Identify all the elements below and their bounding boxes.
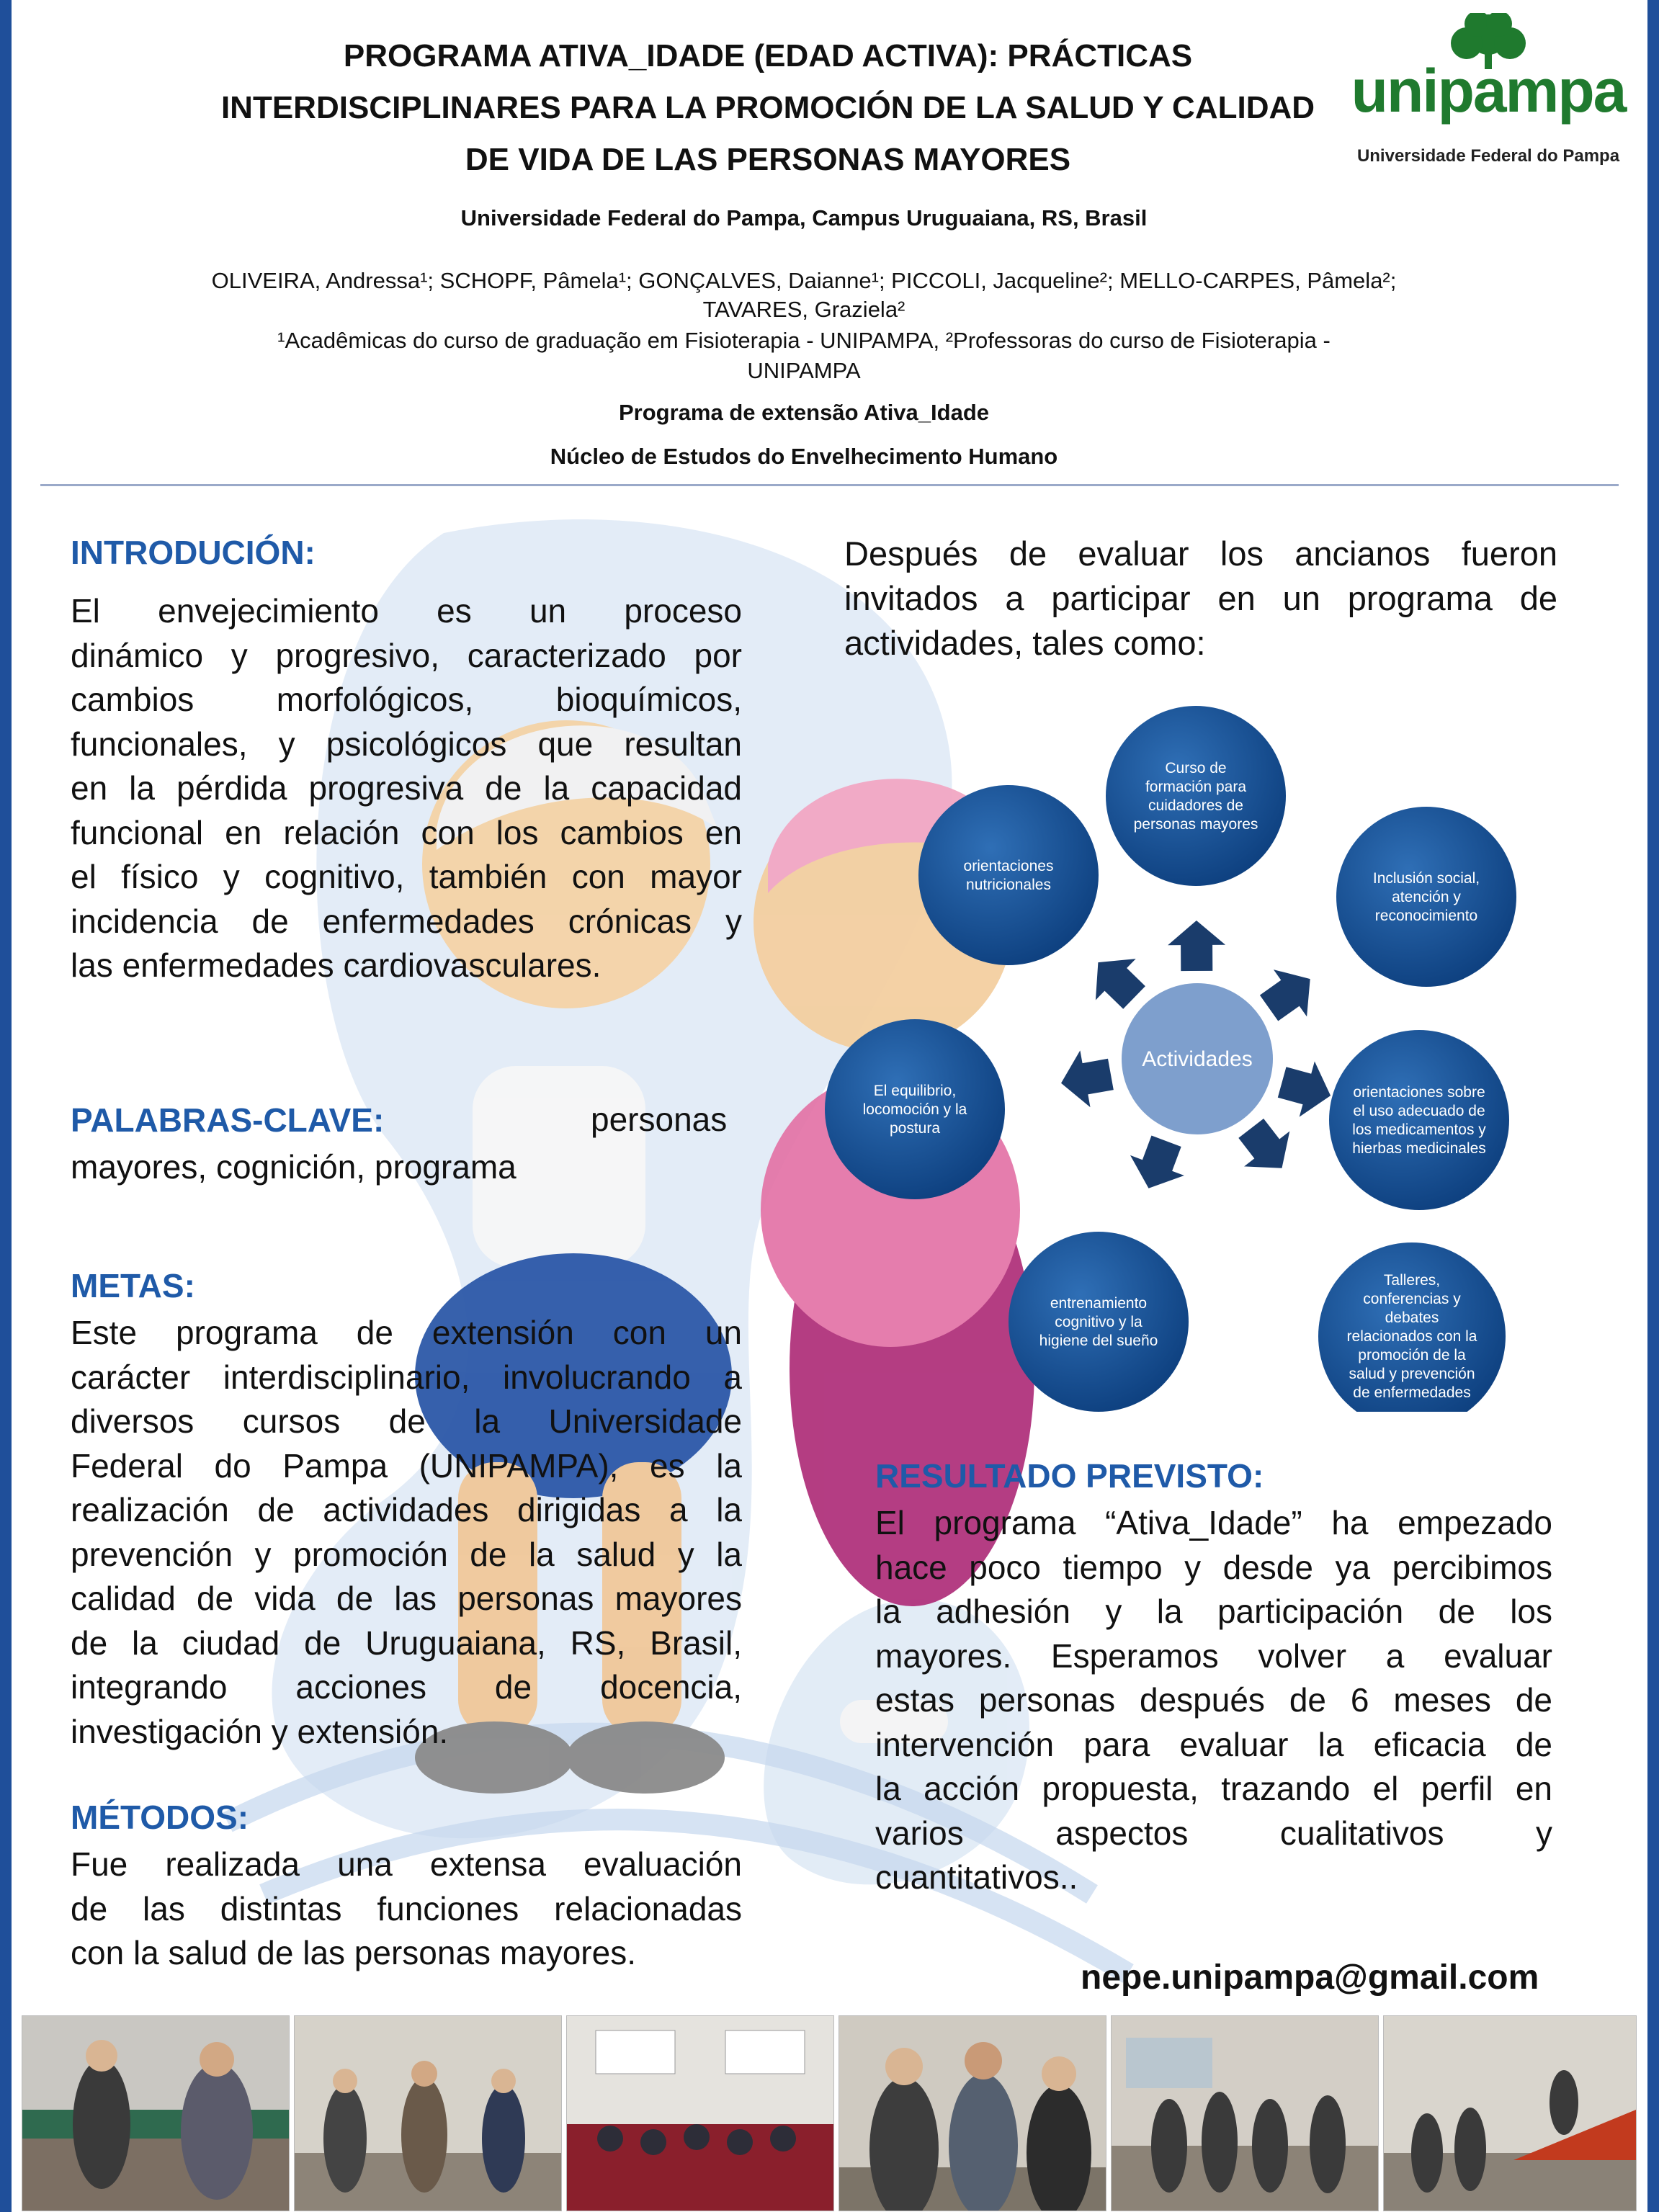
- diagram-label-line: reconocimiento: [1374, 908, 1478, 924]
- results-line: cuantitativos..: [875, 1858, 1078, 1896]
- goals-line: investigación y extensión.: [71, 1712, 449, 1750]
- title-line-3: DE VIDA DE LAS PERSONAS MAYORES: [465, 142, 1071, 177]
- diagram-label-line: Inclusión social,: [1372, 870, 1480, 887]
- diagram-label-line: locomoción y la: [862, 1101, 967, 1118]
- diagram-label-line: hierbas medicinales: [1352, 1140, 1486, 1157]
- diagram-arrow: [1130, 1136, 1184, 1188]
- goals-text: [71, 1311, 742, 1754]
- diagram-center-label: Actividades: [1142, 1047, 1253, 1071]
- diagram-label-line: promoción de la: [1358, 1347, 1466, 1364]
- results-line: la acción propuesta, trazando el perfil en: [875, 1770, 1552, 1807]
- diagram-label-line: El equilibrio,: [873, 1083, 957, 1099]
- diagram-activity-node: [1329, 1030, 1509, 1210]
- diagram-label-line: nutricionales: [966, 877, 1051, 893]
- intro-line: funcional en relación con los cambios en: [71, 813, 742, 851]
- poster-header: [12, 0, 1647, 490]
- diagram-label-line: orientaciones: [963, 858, 1054, 874]
- diagram-label-line: los medicamentos y: [1352, 1121, 1486, 1138]
- diagram-label-line: cognitivo y la: [1055, 1314, 1142, 1330]
- affiliation-line-1: ¹Acadêmicas do curso de graduação em Fisioterapia - UNIPAMPA, ²Professoras do curso de Fisioterapia -: [277, 328, 1331, 353]
- logo-subtitle: Universidade Federal do Pampa: [1356, 146, 1620, 166]
- photo-1: [22, 2015, 290, 2211]
- unipampa-logo: [1344, 13, 1632, 171]
- photo-2: [294, 2015, 562, 2211]
- intro-line: dinámico y progresivo, caracterizado por: [71, 636, 742, 674]
- photo-image: [295, 2016, 561, 2211]
- intro-line: El envejecimiento es un proceso: [71, 592, 742, 630]
- diagram-activity-node: [1106, 706, 1286, 886]
- results-line: varios aspectos cualitativos y: [875, 1814, 1552, 1852]
- intro-line: en la pérdida progresiva de la capacidad: [71, 769, 742, 807]
- goals-line: de la ciudad de Uruguaiana, RS, Brasil,: [71, 1624, 742, 1662]
- methods-line: Fue realizada una extensa evaluación: [71, 1845, 742, 1883]
- logo-wordmark: unipampa: [1351, 57, 1626, 125]
- diagram-label-line: conferencias y: [1363, 1291, 1461, 1307]
- photo-image: [1112, 2016, 1378, 2211]
- intro-line: el físico y cognitivo, también con mayor: [71, 858, 742, 895]
- after-eval-line: Después de evaluar los ancianos fueron: [844, 534, 1557, 573]
- right-border-bar: [1647, 0, 1659, 2212]
- institution: Universidade Federal do Pampa, Campus Uruguaiana, RS, Brasil: [460, 205, 1148, 230]
- title-line-2: INTERDISCIPLINARES PARA LA PROMOCIÓN DE LA SALUD Y CALIDAD: [220, 90, 1315, 125]
- photo-5: [1111, 2015, 1379, 2211]
- contact-email[interactable]: nepe.unipampa@gmail.com: [1081, 1958, 1539, 1997]
- results-line: hace poco tiempo y desde ya percibimos: [875, 1548, 1552, 1586]
- photo-image: [22, 2016, 289, 2211]
- diagram-label-line: debates: [1385, 1309, 1439, 1326]
- diagram-arrow: [1096, 959, 1145, 1009]
- intro-line: funcionales, y psicológicos que resultan: [71, 725, 742, 763]
- title-line-1: PROGRAMA ATIVA_IDADE (EDAD ACTIVA): PRÁCTICAS: [343, 38, 1193, 73]
- results-line: intervención para evaluar la eficacia de: [875, 1725, 1552, 1763]
- photo-6: [1383, 2015, 1637, 2211]
- goals-line: integrando acciones de docencia,: [71, 1668, 742, 1706]
- research-nucleus: Núcleo de Estudos do Envelhecimento Humano: [550, 444, 1058, 469]
- diagram-label-line: higiene del sueño: [1039, 1333, 1158, 1349]
- goals-line: Este programa de extensión con un: [71, 1314, 742, 1351]
- results-heading: RESULTADO PREVISTO:: [875, 1457, 1264, 1495]
- diagram-label-line: relacionados con la: [1346, 1328, 1477, 1345]
- methods-line: con la salud de las personas mayores.: [71, 1934, 636, 1971]
- results-line: El programa “Ativa_Idade” ha empezado: [875, 1504, 1552, 1541]
- diagram-label-line: personas mayores: [1133, 816, 1258, 833]
- photo-strip: [12, 2002, 1647, 2212]
- diagram-arrow: [1238, 1119, 1289, 1168]
- after-eval-line: actividades, tales como:: [844, 624, 1206, 662]
- diagram-label-line: Curso de: [1165, 760, 1227, 776]
- diagram-arrow: [1278, 1062, 1331, 1117]
- results-line: estas personas después de 6 meses de: [875, 1681, 1552, 1719]
- diagram-activity-node: [918, 785, 1099, 965]
- authors-line-1: OLIVEIRA, Andressa¹; SCHOPF, Pâmela¹; GONÇALVES, Daianne¹; PICCOLI, Jacqueline²; MELLO-CARPES, Pâmela²;: [211, 268, 1397, 293]
- photo-image: [1384, 2016, 1636, 2211]
- goals-line: diversos cursos de la Universidade: [71, 1402, 742, 1440]
- photo-image: [567, 2016, 833, 2211]
- photo-image: [839, 2016, 1106, 2211]
- authors-line-2: TAVARES, Graziela²: [702, 297, 905, 322]
- results-text: [875, 1501, 1552, 1900]
- goals-line: calidad de vida de las personas mayores: [71, 1580, 742, 1617]
- goals-line: prevención y promoción de la salud y la: [71, 1535, 742, 1573]
- methods-line: de las distintas funciones relacionadas: [71, 1889, 742, 1927]
- affiliation-line-2: UNIPAMPA: [747, 358, 861, 383]
- keywords-text: mayores, cognición, programa: [71, 1148, 517, 1186]
- diagram-arrow: [1061, 1050, 1114, 1107]
- program-name: Programa de extensão Ativa_Idade: [619, 400, 989, 425]
- diagram-label-line: entrenamiento: [1050, 1295, 1148, 1312]
- header-divider: [40, 484, 1619, 486]
- diagram-label-line: Talleres,: [1383, 1272, 1441, 1289]
- goals-line: Federal do Pampa (UNIPAMPA), es la: [71, 1446, 742, 1485]
- poster-title: [156, 30, 1380, 186]
- left-border-bar: [0, 0, 12, 2212]
- after-evaluation-text: [844, 532, 1557, 666]
- introduction-heading: INTRODUCIÓN:: [71, 534, 316, 571]
- diagram-label-line: orientaciones sobre: [1353, 1084, 1485, 1101]
- intro-line: incidencia de enfermedades crónicas y: [71, 902, 742, 940]
- methods-text: [71, 1842, 742, 1976]
- intro-line: las enfermedades cardiovasculares.: [71, 946, 602, 984]
- methods-heading: MÉTODOS:: [71, 1799, 249, 1836]
- diagram-label-line: atención y: [1392, 889, 1461, 905]
- photo-3: [566, 2015, 834, 2211]
- diagram-activity-label: [1039, 1295, 1158, 1349]
- goals-line: realización de actividades dirigidas a la: [71, 1491, 742, 1528]
- keywords-inline: personas: [591, 1101, 728, 1138]
- results-line: la adhesión y la participación de los: [875, 1593, 1552, 1630]
- diagram-label-line: el uso adecuado de: [1353, 1103, 1485, 1119]
- introduction-text: [71, 589, 742, 988]
- results-line: mayores. Esperamos volver a evaluar: [875, 1636, 1552, 1675]
- after-eval-line: invitados a participar en un programa de: [844, 579, 1557, 617]
- goals-line: carácter interdisciplinario, involucrando a: [71, 1358, 742, 1396]
- diagram-arrow: [1168, 921, 1225, 971]
- intro-line: cambios morfológicos, bioquímicos,: [71, 681, 742, 718]
- activities-diagram: [814, 691, 1534, 1412]
- diagram-label-line: de enfermedades: [1353, 1384, 1471, 1401]
- diagram-arrow: [1260, 970, 1310, 1021]
- goals-heading: METAS:: [71, 1267, 195, 1304]
- photo-4: [839, 2015, 1106, 2211]
- diagram-label-line: postura: [889, 1120, 941, 1137]
- diagram-label-line: cuidadores de: [1148, 797, 1243, 814]
- diagram-label-line: formación para: [1145, 779, 1247, 795]
- diagram-activity-label: [1347, 1272, 1477, 1401]
- keywords-heading: PALABRAS-CLAVE:: [71, 1101, 385, 1139]
- diagram-label-line: salud y prevención: [1349, 1366, 1475, 1382]
